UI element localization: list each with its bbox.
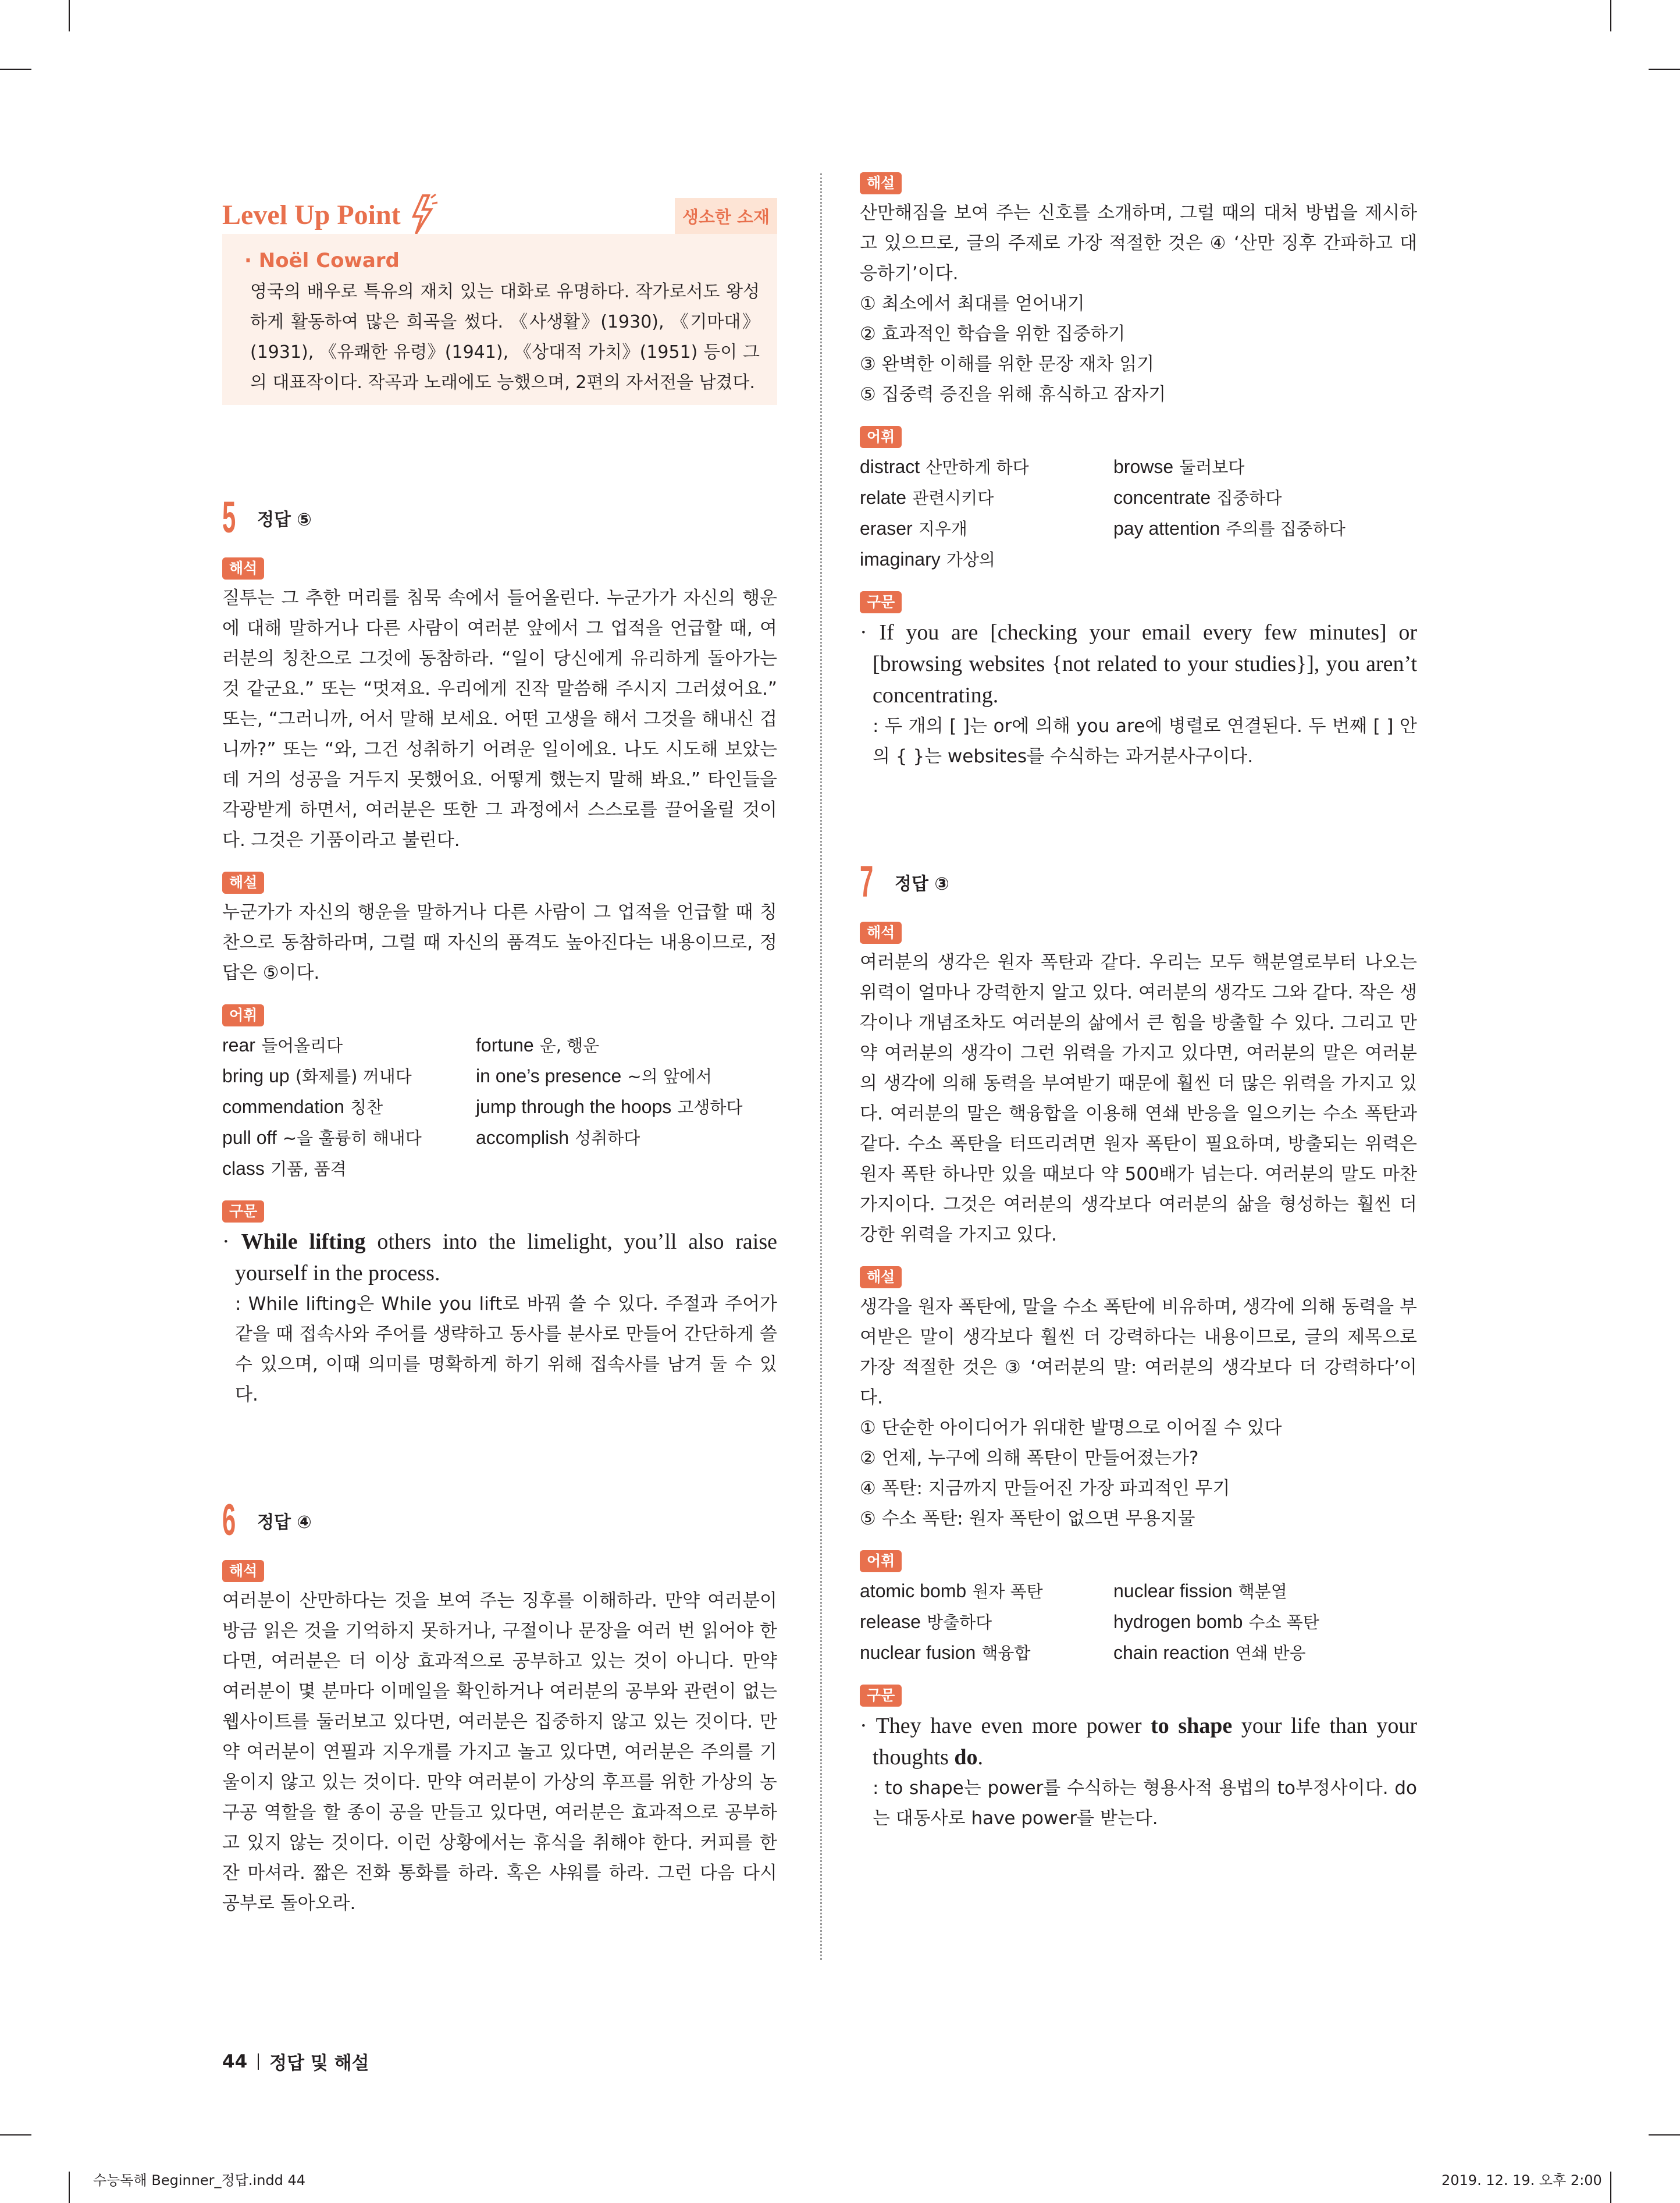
vocab-tag: 어휘 (222, 1004, 264, 1026)
vocab-item: eraser 지우개 (860, 518, 967, 539)
lightning-icon (405, 193, 438, 236)
crop-mark (69, 0, 70, 31)
vocab-item: hydrogen bomb 수소 폭탄 (1113, 1611, 1319, 1632)
option-item: ④ 폭탄: 지금까지 만들어진 가장 파괴적인 무기 (860, 1478, 1230, 1499)
vocab-item: nuclear fusion 핵융합 (860, 1642, 1031, 1663)
translation-tag: 해석 (860, 922, 902, 944)
level-up-box (222, 180, 777, 407)
vocab-item: imaginary 가상의 (860, 549, 995, 570)
grammar-note: : While lifting은 While you lift로 바꿔 쓸 수 있다. 주절과 주어가 같을 때 접속사와 주어를 생략하고 동사를 분사로 만들어 간단하게 쓸 수 있으며, 이때 의미를 명확하게 하기 위해 접속사를 남겨 둘 수 있다. (235, 1294, 777, 1405)
question-5-header (222, 495, 777, 541)
vocab-list (860, 452, 1417, 575)
vocab-item: class 기품, 품격 (222, 1158, 347, 1179)
explanation-text: 산만해짐을 보여 주는 신호를 소개하며, 그럴 때의 대처 방법을 제시하고 있으므로, 글의 주제로 가장 적절한 것은 ④ ‘산만 징후 간파하고 대응하기’이다. (860, 202, 1417, 284)
date-slug: 2019. 12. 19. 오후 2:00 (1441, 2172, 1602, 2188)
option-item: ⑤ 수소 폭탄: 원자 폭탄이 없으면 무용지물 (860, 1508, 1195, 1529)
vocab-tag: 어휘 (860, 1550, 902, 1572)
vocab-list (222, 1030, 777, 1184)
explanation-text: 생각을 원자 폭탄에, 말을 수소 폭탄에 비유하며, 생각에 의해 동력을 부여받은 말이 생각보다 훨씬 더 강력하다는 내용이므로, 글의 제목으로 가장 적절한 것은 ③ ‘여러분의 말: 여러분의 생각보다 더 강력하다’이다. (860, 1296, 1417, 1408)
answer-label: 정답 ④ (257, 1512, 312, 1533)
translation-text: 여러분의 생각은 원자 폭탄과 같다. 우리는 모두 핵분열로부터 나오는 위력이 얼마나 강력한지 알고 있다. 여러분의 생각도 그와 같다. 작은 생각이나 개념조차도 여러분의 삶에서 큰 힘을 방출할 수 있다. 그리고 만약 여러분의 생각이 그런 위력을 가지고 있다면, 여러분의 말은 여러분의 생각에 의해 동력을 부여받기 때문에 훨씬 더 많은 위력을 가지고 있다. 여러분의 말은 핵융합을 이용해 연쇄 반응을 일으키는 수소 폭탄과 같다. 수소 폭탄을 터뜨리려면 원자 폭탄이 필요하며, 방출되는 위력은 원자 폭탄 하나만 있을 때보다 약 500배가 넘는다. 여러분의 말도 마찬가지이다. 그것은 여러분의 생각보다 여러분의 삶을 형성하는 훨씬 더 강한 위력을 가지고 있다. (860, 952, 1417, 1245)
vocab-item: nuclear fission 핵분열 (1113, 1580, 1287, 1601)
vocab-item: pull off ~을 훌륭히 해내다 (222, 1127, 422, 1148)
vocab-item: rear 들어올리다 (222, 1035, 343, 1056)
answer-label: 정답 ③ (895, 874, 949, 894)
file-slug: 수능독해 Beginner_정답.indd 44 (93, 2172, 306, 2188)
page-footer (222, 2048, 369, 2074)
crop-mark (69, 2172, 70, 2203)
level-up-text: 영국의 배우로 특유의 재치 있는 대화로 유명하다. 작가로서도 왕성하게 활동하여 많은 희곡을 썼다. 《사생활》(1930), 《기마대》(1931), 《유쾌한 유령》(1941), 《상대적 가치》(1951) 등이 그의 대표작이다. 작곡과 노래에도 능했으며, 2편의 자서전을 남겼다. (250, 282, 760, 393)
vocab-item: distract 산만하게 하다 (860, 456, 1029, 477)
explanation-tag: 해설 (860, 1266, 902, 1288)
crop-mark (1610, 2172, 1611, 2203)
section-title: 정답 및 해설 (269, 2053, 369, 2074)
vocab-tag: 어휘 (860, 426, 902, 448)
question-number: 5 (222, 493, 236, 542)
grammar-tag: 구문 (860, 591, 902, 613)
question-number: 7 (860, 857, 874, 907)
vocab-item: relate 관련시키다 (860, 487, 994, 508)
option-item: ③ 완벽한 이해를 위한 문장 재차 읽기 (860, 354, 1155, 375)
vocab-item: atomic bomb 원자 폭탄 (860, 1580, 1043, 1601)
grammar-note: : to shape는 power를 수식하는 형용사적 용법의 to부정사이다. do는 대동사로 have power를 받는다. (873, 1778, 1417, 1829)
vocab-item: concentrate 집중하다 (1113, 487, 1282, 508)
option-item: ① 단순한 아이디어가 위대한 발명으로 이어질 수 있다 (860, 1417, 1282, 1438)
question-number: 6 (222, 1495, 236, 1545)
explanation-tag: 해설 (222, 872, 264, 894)
vocab-list (860, 1576, 1417, 1668)
crop-mark (1649, 2134, 1680, 2136)
translation-tag: 해석 (222, 1560, 264, 1582)
grammar-note: : 두 개의 [ ]는 or에 의해 you are에 병렬로 연결된다. 두 번째 [ ] 안의 { }는 websites를 수식하는 과거분사구이다. (873, 716, 1417, 767)
option-item: ② 효과적인 학습을 위한 집중하기 (860, 324, 1126, 344)
translation-text: 여러분이 산만하다는 것을 보여 주는 징후를 이해하라. 만약 여러분이 방금 읽은 것을 기억하지 못하거나, 구절이나 문장을 여러 번 읽어야 한다면, 여러분은 더 이상 효과적으로 공부하고 있는 것이 아니다. 만약 여러분이 몇 분마다 이메일을 확인하거나 여러분의 공부와 관련이 없는 웹사이트를 둘러보고 있다면, 여러분은 집중하지 않고 있는 것이다. 만약 여러분이 연필과 지우개를 가지고 놀고 있다면, 여러분은 주의를 기울이지 않고 있는 것이다. 만약 여러분이 가상의 후프를 위한 가상의 농구공 역할을 할 종이 공을 만들고 있다면, 여러분은 효과적으로 공부하고 있지 않는 것이다. 이런 상황에서는 휴식을 취해야 한다. 커피를 한 잔 마셔라. 짧은 전화 통화를 하라. 혹은 샤워를 하라. 그런 다음 다시 공부로 돌아오라. (222, 1590, 777, 1914)
vocab-item: in one’s presence ~의 앞에서 (476, 1065, 712, 1086)
question-6-header (222, 1497, 777, 1544)
question-7-header (860, 859, 1417, 905)
level-up-heading: · Noël Coward (244, 249, 400, 272)
crop-mark (1649, 69, 1680, 70)
vocab-item: jump through the hoops 고생하다 (476, 1096, 743, 1117)
grammar-sentence: · While lifting others into the limelight, you’ll also raise yourself in the process. (222, 1230, 777, 1285)
vocab-item: fortune 운, 행운 (476, 1035, 600, 1056)
vocab-item: accomplish 성취하다 (476, 1127, 640, 1148)
column-divider (820, 173, 822, 1960)
explanation-text: 누군가가 자신의 행운을 말하거나 다른 사람이 그 업적을 언급할 때 칭찬으로 동참하라며, 그럴 때 자신의 품격도 높아진다는 내용이므로, 정답은 ⑤이다. (222, 902, 777, 983)
crop-mark (1610, 0, 1611, 31)
option-item: ⑤ 집중력 증진을 위해 휴식하고 잠자기 (860, 384, 1166, 405)
explanation-tag: 해설 (860, 172, 902, 194)
translation-text: 질투는 그 추한 머리를 침묵 속에서 들어올린다. 누군가가 자신의 행운에 대해 말하거나 다른 사람이 여러분 앞에서 그 업적을 언급할 때, 여러분의 칭찬으로 그것에 동참하라. “일이 당신에게 유리하게 돌아가는 것 같군요.” 또는 “멋져요. 우리에게 진작 말씀해 주시지 그러셨어요.” 또는, “그러니까, 어서 말해 보세요. 어떤 고생을 해서 그것을 해내신 겁니까?” 또는 “와, 그건 성취하기 어려운 일이에요. 나도 시도해 보았는데 거의 성공을 거두지 못했어요. 어떻게 했는지 말해 봐요.” 타인들을 각광받게 하면서, 여러분은 또한 그 과정에서 스스로를 끌어올릴 것이다. 그것은 기품이라고 불린다. (222, 588, 777, 851)
vocab-item: release 방출하다 (860, 1611, 992, 1632)
left-column (222, 495, 777, 1918)
grammar-sentence: · They have even more power to shape your life than your thoughts do. (860, 1714, 1418, 1769)
page-number: 44 (222, 2051, 248, 2072)
vocab-item: pay attention 주의를 집중하다 (1113, 518, 1346, 539)
vocab-item: commendation 칭찬 (222, 1096, 383, 1117)
right-column (860, 172, 1417, 1834)
vocab-item: chain reaction 연쇄 반응 (1113, 1642, 1306, 1663)
option-item: ① 최소에서 최대를 얻어내기 (860, 293, 1085, 314)
vocab-item: browse 둘러보다 (1113, 456, 1245, 477)
vocab-item: bring up (화제를) 꺼내다 (222, 1065, 412, 1086)
option-item: ② 언제, 누구에 의해 폭탄이 만들어졌는가? (860, 1448, 1199, 1469)
translation-tag: 해석 (222, 557, 264, 580)
grammar-tag: 구문 (860, 1685, 902, 1707)
grammar-tag: 구문 (222, 1200, 264, 1223)
level-up-tab: 생소한 소재 (675, 198, 777, 234)
crop-mark (0, 2134, 31, 2136)
crop-mark (0, 69, 31, 70)
level-up-title: Level Up Point (222, 199, 401, 230)
answer-label: 정답 ⑤ (257, 510, 312, 530)
footer-separator (258, 2053, 259, 2070)
grammar-sentence: · If you are [checking your email every few minutes] or [browsing websites {not related to your studies}], you aren’t concentrating. (860, 620, 1417, 708)
